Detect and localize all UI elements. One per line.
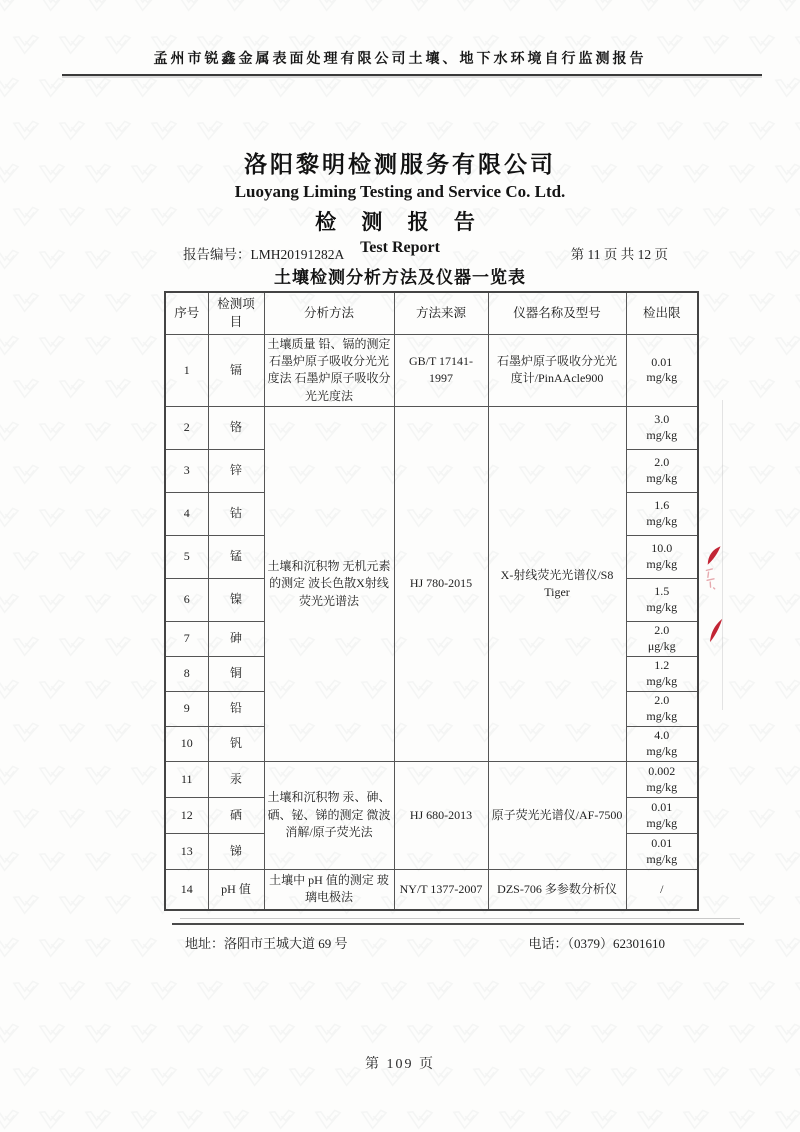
watermark-logo — [747, 720, 780, 752]
watermark-logo — [497, 75, 530, 107]
watermark-logo — [451, 1021, 484, 1053]
watermark-logo — [471, 978, 504, 1010]
watermark-logo — [379, 978, 412, 1010]
watermark-logo — [129, 333, 162, 365]
phone — [528, 933, 665, 952]
watermark-logo — [129, 505, 162, 537]
watermark-logo — [747, 548, 780, 580]
watermark-logo — [221, 0, 254, 20]
watermark-logo — [333, 118, 366, 150]
watermark-logo — [287, 118, 320, 150]
watermark-logo — [747, 290, 780, 322]
watermark-logo — [0, 419, 23, 451]
watermark-logo — [747, 462, 780, 494]
watermark-logo — [793, 892, 800, 924]
watermark-logo — [103, 634, 136, 666]
cell-instrument: 原子荧光光谱仪/AF-7500 — [488, 762, 626, 870]
watermark-logo — [543, 1021, 576, 1053]
cell-limit: 10.0 mg/kg — [626, 536, 698, 579]
watermark-logo — [497, 0, 530, 20]
watermark-logo — [37, 849, 70, 881]
cell-item: 钒 — [208, 727, 264, 762]
col-header-no: 序号 — [165, 292, 208, 334]
watermark-logo — [57, 118, 90, 150]
watermark-logo — [0, 591, 23, 623]
watermark-logo — [37, 75, 70, 107]
watermark-logo — [405, 75, 438, 107]
watermark-logo — [83, 505, 116, 537]
watermark-logo — [0, 1021, 23, 1053]
cell-limit: 1.6 mg/kg — [626, 493, 698, 536]
watermark-logo — [103, 720, 136, 752]
watermark-logo — [0, 849, 23, 881]
footer-contact-row — [185, 933, 665, 952]
table-row — [165, 870, 698, 910]
watermark-logo — [37, 1021, 70, 1053]
watermark-logo — [0, 0, 23, 20]
watermark-logo — [517, 978, 550, 1010]
watermark-logo — [609, 978, 642, 1010]
watermark-logo — [727, 1021, 760, 1053]
watermark-logo — [747, 118, 780, 150]
watermark-logo — [701, 720, 734, 752]
watermark-logo — [103, 806, 136, 838]
watermark-logo — [37, 677, 70, 709]
title-block — [0, 146, 800, 257]
watermark-logo — [727, 1107, 760, 1132]
cell-limit: 2.0 mg/kg — [626, 692, 698, 727]
watermark-logo — [451, 0, 484, 20]
watermark-logo — [313, 1107, 346, 1132]
cell-no: 1 — [165, 334, 208, 407]
watermark-logo — [83, 75, 116, 107]
watermark-logo — [793, 978, 800, 1010]
cell-limit: 2.0 μg/kg — [626, 622, 698, 657]
watermark-logo — [103, 462, 136, 494]
watermark-logo — [359, 1021, 392, 1053]
watermark-logo — [727, 591, 760, 623]
watermark-logo — [793, 462, 800, 494]
watermark-logo — [727, 333, 760, 365]
watermark-logo — [241, 978, 274, 1010]
watermark-logo — [635, 1107, 668, 1132]
watermark-logo — [543, 75, 576, 107]
watermark-logo — [37, 505, 70, 537]
watermark-logo — [83, 591, 116, 623]
report-number-value: LMH20191282A — [250, 247, 345, 262]
watermark-logo — [793, 548, 800, 580]
watermark-logo — [11, 720, 44, 752]
table-header-row — [165, 292, 698, 334]
cell-item: 铬 — [208, 407, 264, 450]
watermark-logo — [773, 849, 800, 881]
cell-no: 12 — [165, 798, 208, 834]
watermark-logo — [11, 806, 44, 838]
cell-source: HJ 680-2013 — [394, 762, 488, 870]
address-label: 地址： — [185, 936, 225, 951]
watermark-logo — [221, 1107, 254, 1132]
watermark-logo — [37, 935, 70, 967]
cell-source: HJ 780-2015 — [394, 407, 488, 762]
watermark-logo — [609, 118, 642, 150]
watermark-logo — [0, 1107, 23, 1132]
table-title: 土壤检测分析方法及仪器一览表 — [274, 268, 526, 287]
watermark-logo — [175, 1107, 208, 1132]
cell-instrument: X-射线荧光光谱仪/S8 Tiger — [488, 407, 626, 762]
watermark-logo — [221, 75, 254, 107]
cell-no: 3 — [165, 450, 208, 493]
col-header-item: 检测项目 — [208, 292, 264, 334]
cell-limit: / — [626, 870, 698, 910]
watermark-logo — [11, 634, 44, 666]
watermark-logo — [471, 118, 504, 150]
watermark-logo — [793, 290, 800, 322]
watermark-logo — [129, 75, 162, 107]
watermark-logo — [57, 376, 90, 408]
cell-no: 5 — [165, 536, 208, 579]
watermark-logo — [0, 935, 23, 967]
col-header-method: 分析方法 — [264, 292, 394, 334]
red-pen-mark — [703, 566, 721, 591]
watermark-logo — [103, 892, 136, 924]
watermark-logo — [773, 935, 800, 967]
watermark-logo — [589, 75, 622, 107]
watermark-logo — [773, 1107, 800, 1132]
watermark-logo — [773, 591, 800, 623]
watermark-logo — [149, 978, 182, 1010]
watermark-logo — [635, 0, 668, 20]
watermark-logo — [497, 1107, 530, 1132]
cell-item: 铅 — [208, 692, 264, 727]
watermark-logo — [701, 118, 734, 150]
watermark-logo — [747, 376, 780, 408]
watermark-logo — [543, 0, 576, 20]
table-row — [165, 407, 698, 450]
watermark-logo — [451, 1107, 484, 1132]
document-header-title: 孟州市锐鑫金属表面处理有限公司土壤、地下水环境自行监测报告 — [153, 52, 647, 67]
report-number — [183, 243, 344, 263]
cell-no: 10 — [165, 727, 208, 762]
watermark-logo — [589, 1107, 622, 1132]
watermark-logo — [727, 505, 760, 537]
cell-source: GB/T 17141-1997 — [394, 334, 488, 407]
watermark-logo — [589, 0, 622, 20]
col-header-source: 方法来源 — [394, 292, 488, 334]
watermark-logo — [655, 978, 688, 1010]
watermark-logo — [681, 1107, 714, 1132]
cell-no: 9 — [165, 692, 208, 727]
watermark-logo — [57, 290, 90, 322]
watermark-logo — [773, 505, 800, 537]
page-indicator: 第 11 页 共 12 页 — [570, 247, 668, 262]
phone-value: （0379）62301610 — [567, 936, 665, 951]
watermark-logo — [425, 118, 458, 150]
watermark-logo — [359, 75, 392, 107]
watermark-logo — [37, 763, 70, 795]
cell-item: 镉 — [208, 334, 264, 407]
watermark-logo — [727, 677, 760, 709]
watermark-logo — [681, 75, 714, 107]
footer-divider-shadow — [180, 918, 740, 919]
watermark-logo — [793, 806, 800, 838]
watermark-logo — [11, 462, 44, 494]
watermark-logo — [37, 0, 70, 20]
watermark-logo — [57, 548, 90, 580]
cell-item: 汞 — [208, 762, 264, 798]
watermark-logo — [747, 978, 780, 1010]
watermark-logo — [313, 75, 346, 107]
cell-method: 土壤质量 铅、镉的测定 石墨炉原子吸收分光光度法 石墨炉原子吸收分光光度法 — [264, 334, 394, 407]
watermark-logo — [681, 935, 714, 967]
watermark-logo — [333, 978, 366, 1010]
watermark-logo — [543, 1107, 576, 1132]
watermark-logo — [773, 333, 800, 365]
cell-no: 4 — [165, 493, 208, 536]
watermark-logo — [701, 806, 734, 838]
watermark-logo — [11, 548, 44, 580]
watermark-logo — [405, 1021, 438, 1053]
watermark-logo — [129, 763, 162, 795]
watermark-logo — [635, 75, 668, 107]
watermark-logo — [497, 1021, 530, 1053]
cell-limit: 1.5 mg/kg — [626, 579, 698, 622]
cell-no: 2 — [165, 407, 208, 450]
watermark-logo — [405, 1107, 438, 1132]
cell-item: 锑 — [208, 834, 264, 870]
cell-item: 钴 — [208, 493, 264, 536]
watermark-logo — [83, 677, 116, 709]
report-title-en: Test Report — [360, 239, 440, 256]
watermark-logo — [701, 978, 734, 1010]
page-number: 第 109 页 — [365, 1057, 435, 1072]
watermark-logo — [727, 763, 760, 795]
cell-limit: 0.01 mg/kg — [626, 834, 698, 870]
watermark-logo — [129, 935, 162, 967]
watermark-logo — [701, 290, 734, 322]
watermark-logo — [773, 677, 800, 709]
company-name-en: Luoyang Liming Testing and Service Co. Ltd. — [234, 182, 566, 201]
table-row — [165, 762, 698, 798]
watermark-logo — [83, 419, 116, 451]
watermark-logo — [11, 892, 44, 924]
watermark-logo — [175, 0, 208, 20]
cell-instrument: 石墨炉原子吸收分光光度计/PinAAcle900 — [488, 334, 626, 407]
watermark-logo — [681, 1021, 714, 1053]
watermark-logo — [379, 118, 412, 150]
watermark-logo — [129, 419, 162, 451]
watermark-logo — [129, 677, 162, 709]
cell-no: 11 — [165, 762, 208, 798]
watermark-logo — [175, 75, 208, 107]
watermark-logo — [773, 0, 800, 20]
table-row — [165, 334, 698, 407]
watermark-logo — [103, 118, 136, 150]
watermark-logo — [451, 75, 484, 107]
watermark-logo — [129, 0, 162, 20]
watermark-logo — [773, 763, 800, 795]
watermark-logo — [57, 978, 90, 1010]
watermark-logo — [359, 1107, 392, 1132]
cell-method: 土壤中 pH 值的测定 玻璃电极法 — [264, 870, 394, 910]
watermark-logo — [83, 1107, 116, 1132]
address — [185, 933, 348, 952]
cell-item: 锰 — [208, 536, 264, 579]
cell-item: 锌 — [208, 450, 264, 493]
watermark-logo — [129, 1021, 162, 1053]
cell-method: 土壤和沉积物 无机元素的测定 波长色散X射线荧光光谱法 — [264, 407, 394, 762]
company-name-cn: 洛阳黎明检测服务有限公司 — [244, 152, 556, 177]
watermark-logo — [635, 1021, 668, 1053]
watermark-logo — [37, 591, 70, 623]
address-value: 洛阳市王城大道 69 号 — [224, 936, 348, 951]
watermark-logo — [727, 419, 760, 451]
methods-table — [164, 291, 699, 911]
watermark-logo — [37, 419, 70, 451]
watermark-logo — [103, 978, 136, 1010]
report-title-cn: 检 测 报 告 — [315, 210, 485, 234]
watermark-logo — [681, 0, 714, 20]
watermark-logo — [0, 75, 23, 107]
watermark-logo — [57, 892, 90, 924]
watermark-logo — [83, 935, 116, 967]
watermark-logo — [563, 978, 596, 1010]
watermark-logo — [0, 333, 23, 365]
watermark-logo — [103, 376, 136, 408]
watermark-logo — [0, 763, 23, 795]
cell-item: 硒 — [208, 798, 264, 834]
watermark-logo — [425, 978, 458, 1010]
watermark-logo — [221, 1021, 254, 1053]
watermark-logo — [517, 118, 550, 150]
watermark-logo — [195, 118, 228, 150]
footer-divider — [172, 923, 744, 925]
cell-no: 13 — [165, 834, 208, 870]
report-number-label: 报告编号： — [183, 247, 251, 262]
report-info-row — [183, 243, 668, 263]
watermark-logo — [727, 849, 760, 881]
watermark-logo — [0, 677, 23, 709]
cell-no: 7 — [165, 622, 208, 657]
watermark-logo — [727, 935, 760, 967]
watermark-logo — [701, 376, 734, 408]
watermark-logo — [773, 419, 800, 451]
cell-limit: 3.0 mg/kg — [626, 407, 698, 450]
watermark-logo — [103, 290, 136, 322]
watermark-logo — [83, 0, 116, 20]
watermark-logo — [0, 505, 23, 537]
watermark-logo — [57, 806, 90, 838]
cell-no: 14 — [165, 870, 208, 910]
watermark-logo — [129, 849, 162, 881]
watermark-logo — [11, 978, 44, 1010]
watermark-logo — [773, 75, 800, 107]
watermark-logo — [83, 849, 116, 881]
watermark-logo — [747, 634, 780, 666]
watermark-logo — [83, 763, 116, 795]
cell-limit: 4.0 mg/kg — [626, 727, 698, 762]
watermark-logo — [11, 376, 44, 408]
watermark-logo — [57, 462, 90, 494]
cell-limit: 2.0 mg/kg — [626, 450, 698, 493]
watermark-logo — [287, 978, 320, 1010]
watermark-logo — [655, 118, 688, 150]
watermark-logo — [267, 75, 300, 107]
cell-instrument: DZS-706 多参数分析仪 — [488, 870, 626, 910]
watermark-logo — [793, 118, 800, 150]
watermark-logo — [149, 118, 182, 150]
watermark-logo — [37, 333, 70, 365]
cell-item: 铜 — [208, 657, 264, 692]
cell-limit: 0.01 mg/kg — [626, 798, 698, 834]
cell-method: 土壤和沉积物 汞、砷、硒、铋、锑的测定 微波消解/原子荧光法 — [264, 762, 394, 870]
watermark-logo — [83, 1021, 116, 1053]
watermark-logo — [195, 978, 228, 1010]
phone-label: 电话： — [528, 936, 568, 951]
watermark-logo — [129, 1107, 162, 1132]
watermark-logo — [57, 720, 90, 752]
cell-limit: 1.2 mg/kg — [626, 657, 698, 692]
watermark-logo — [37, 1107, 70, 1132]
col-header-limit: 检出限 — [626, 292, 698, 334]
watermark-logo — [11, 118, 44, 150]
watermark-logo — [589, 1021, 622, 1053]
cell-item: pH 值 — [208, 870, 264, 910]
watermark-logo — [129, 591, 162, 623]
cell-item: 砷 — [208, 622, 264, 657]
cell-source: NY/T 1377-2007 — [394, 870, 488, 910]
watermark-logo — [727, 0, 760, 20]
watermark-logo — [267, 0, 300, 20]
watermark-logo — [267, 1021, 300, 1053]
cell-limit: 0.002 mg/kg — [626, 762, 698, 798]
watermark-logo — [793, 376, 800, 408]
watermark-logo — [701, 462, 734, 494]
watermark-logo — [793, 720, 800, 752]
watermark-logo — [57, 634, 90, 666]
cell-no: 8 — [165, 657, 208, 692]
watermark-logo — [727, 75, 760, 107]
col-header-instrument: 仪器名称及型号 — [488, 292, 626, 334]
watermark-logo — [83, 333, 116, 365]
watermark-logo — [103, 548, 136, 580]
watermark-logo — [773, 1021, 800, 1053]
watermark-logo — [747, 806, 780, 838]
watermark-logo — [241, 118, 274, 150]
cell-no: 6 — [165, 579, 208, 622]
watermark-logo — [267, 1107, 300, 1132]
watermark-logo — [175, 1021, 208, 1053]
watermark-logo — [11, 290, 44, 322]
cell-item: 镍 — [208, 579, 264, 622]
header-divider — [62, 74, 762, 76]
watermark-logo — [405, 0, 438, 20]
watermark-logo — [313, 0, 346, 20]
watermark-logo — [359, 0, 392, 20]
watermark-logo — [313, 1021, 346, 1053]
watermark-logo — [793, 634, 800, 666]
cell-limit: 0.01 mg/kg — [626, 334, 698, 407]
watermark-logo — [747, 892, 780, 924]
watermark-logo — [563, 118, 596, 150]
